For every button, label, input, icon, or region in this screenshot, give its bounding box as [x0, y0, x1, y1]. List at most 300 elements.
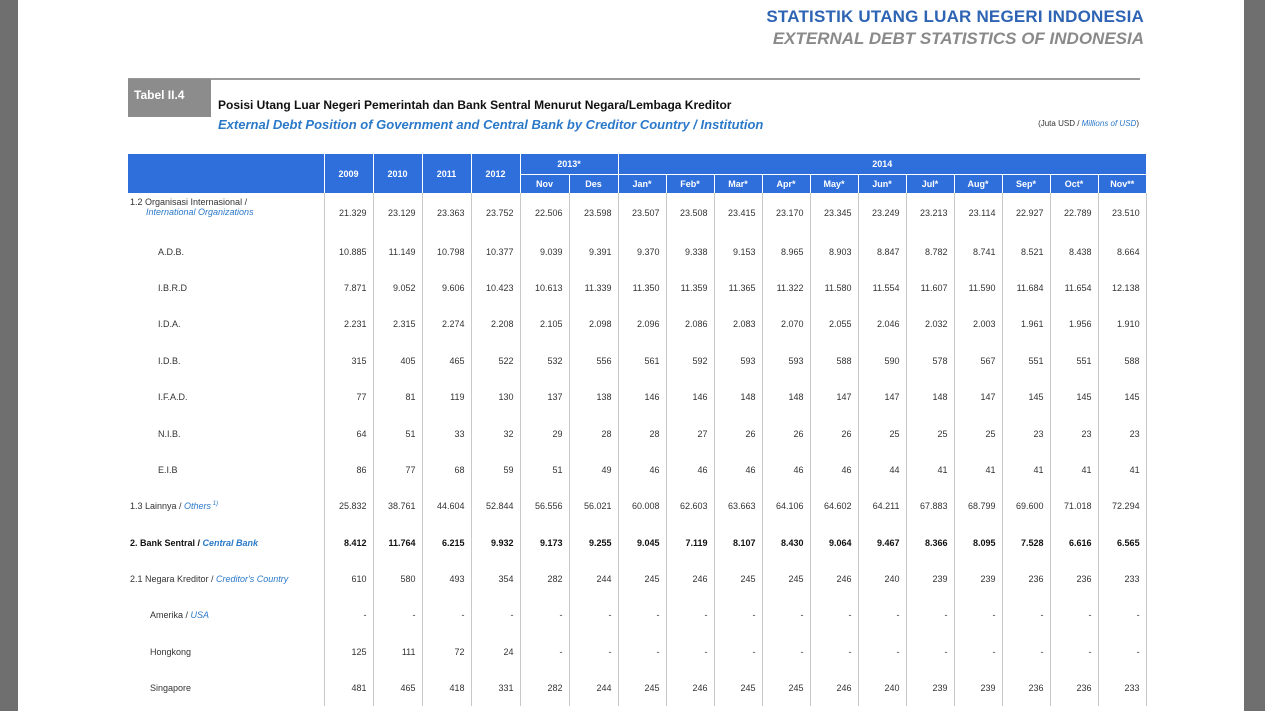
table-cell: - [520, 597, 569, 633]
table-cell: 77 [373, 452, 422, 488]
table-cell: 236 [1050, 561, 1098, 597]
table-body [128, 193, 1146, 706]
table-cell: 244 [569, 670, 618, 706]
table-cell: 11.684 [1002, 270, 1050, 306]
row-label-id: I.D.B. [158, 355, 181, 366]
table-cell: 23.415 [714, 193, 762, 233]
table-cell: 588 [810, 343, 858, 379]
table-cell: 7.871 [324, 270, 373, 306]
table-cell: 561 [618, 343, 666, 379]
header-month: May* [810, 175, 858, 194]
table-cell: 245 [714, 561, 762, 597]
table-cell: 11.590 [954, 270, 1002, 306]
table-row [128, 343, 1146, 379]
table-cell: 239 [906, 561, 954, 597]
table-cell: 239 [906, 670, 954, 706]
table-cell: 23.345 [810, 193, 858, 233]
table-cell: 23 [1098, 415, 1146, 451]
table-row [128, 233, 1146, 269]
table-cell: 236 [1050, 670, 1098, 706]
table-cell: 11.339 [569, 270, 618, 306]
row-label [128, 415, 324, 451]
table-cell: 8.782 [906, 233, 954, 269]
header-month: Aug* [954, 175, 1002, 194]
table-cell: 148 [762, 379, 810, 415]
header-month: Nov [520, 175, 569, 194]
table-cell: 28 [618, 415, 666, 451]
table-row [128, 193, 1146, 233]
table-cell: 56.021 [569, 488, 618, 524]
table-cell: 2.032 [906, 306, 954, 342]
table-cell: - [618, 597, 666, 633]
table-cell: - [906, 634, 954, 670]
table-cell: 11.365 [714, 270, 762, 306]
table-cell: 245 [762, 670, 810, 706]
table-row [128, 525, 1146, 561]
row-label-id: 2.1 Negara Kreditor / [130, 574, 217, 585]
table-cell: 556 [569, 343, 618, 379]
table-cell: 72 [422, 634, 471, 670]
table-cell: 25 [954, 415, 1002, 451]
table-cell: 11.554 [858, 270, 906, 306]
table-cell: 9.255 [569, 525, 618, 561]
table-cell: 532 [520, 343, 569, 379]
table-cell: 146 [666, 379, 714, 415]
header-month: Jun* [858, 175, 906, 194]
table-row [128, 634, 1146, 670]
header-month: Sep* [1002, 175, 1050, 194]
table-cell: 145 [1098, 379, 1146, 415]
table-cell: 405 [373, 343, 422, 379]
table-cell: 46 [762, 452, 810, 488]
table-title-id: Posisi Utang Luar Negeri Pemerintah dan Bank Sentral Menurut Negara/Lembaga Kreditor [218, 98, 732, 112]
table-cell: 9.052 [373, 270, 422, 306]
table-cell: 68.799 [954, 488, 1002, 524]
table-cell: 46 [810, 452, 858, 488]
table-cell: 41 [906, 452, 954, 488]
table-cell: 64 [324, 415, 373, 451]
table-cell: - [858, 634, 906, 670]
row-label-en: International Organizations [146, 207, 254, 217]
table-cell: 130 [471, 379, 520, 415]
table-cell: 8.965 [762, 233, 810, 269]
table-row [128, 488, 1146, 524]
table-cell: 240 [858, 561, 906, 597]
table-cell: - [618, 634, 666, 670]
table-cell: - [762, 634, 810, 670]
table-cell: 10.377 [471, 233, 520, 269]
table-cell: 147 [954, 379, 1002, 415]
row-label [128, 343, 324, 379]
row-label-id: I.F.A.D. [158, 392, 188, 403]
table-cell: 282 [520, 670, 569, 706]
table-cell: 24 [471, 634, 520, 670]
table-cell: 9.932 [471, 525, 520, 561]
table-cell: 246 [810, 670, 858, 706]
table-cell: 9.467 [858, 525, 906, 561]
table-cell: 245 [762, 561, 810, 597]
table-cell: 239 [954, 561, 1002, 597]
table-cell: 41 [1002, 452, 1050, 488]
row-label-id: N.I.B. [158, 428, 181, 439]
row-label-id: Amerika / [150, 610, 191, 621]
table-cell: 9.391 [569, 233, 618, 269]
table-cell: 41 [1098, 452, 1146, 488]
table-cell: 29 [520, 415, 569, 451]
table-cell: 41 [954, 452, 1002, 488]
table-cell: 418 [422, 670, 471, 706]
row-label-id: I.B.R.D [158, 282, 188, 293]
table-cell: 8.664 [1098, 233, 1146, 269]
publication-brand [766, 7, 1144, 49]
table-cell: 23.598 [569, 193, 618, 233]
table-row [128, 597, 1146, 633]
table-cell: - [810, 634, 858, 670]
table-cell: 23.213 [906, 193, 954, 233]
table-cell: 28 [569, 415, 618, 451]
table-title-en: External Debt Position of Government and Central Bank by Creditor Country / Institution [218, 117, 764, 132]
table-cell: 69.600 [1002, 488, 1050, 524]
table-cell: 22.927 [1002, 193, 1050, 233]
table-cell: 23.114 [954, 193, 1002, 233]
table-cell: 33 [422, 415, 471, 451]
row-label-en: Creditor's Country [216, 574, 289, 585]
table-cell: 119 [422, 379, 471, 415]
table-cell: 23 [1002, 415, 1050, 451]
table-cell: 6.616 [1050, 525, 1098, 561]
table-cell: 9.606 [422, 270, 471, 306]
table-cell: 1.956 [1050, 306, 1098, 342]
table-cell: 64.106 [762, 488, 810, 524]
row-label [128, 670, 324, 706]
table-cell: 2.086 [666, 306, 714, 342]
table-cell: 8.438 [1050, 233, 1098, 269]
table-cell: 2.208 [471, 306, 520, 342]
row-label-id: Hongkong [150, 646, 192, 657]
table-cell: 315 [324, 343, 373, 379]
table-cell: 26 [762, 415, 810, 451]
table-cell: 6.565 [1098, 525, 1146, 561]
table-cell: 567 [954, 343, 1002, 379]
header-year: 2012 [471, 154, 520, 193]
table-cell: - [858, 597, 906, 633]
table-cell: 49 [569, 452, 618, 488]
table-cell: 145 [1050, 379, 1098, 415]
header-month: Nov** [1098, 175, 1146, 194]
table-cell: 236 [1002, 670, 1050, 706]
table-cell: 62.603 [666, 488, 714, 524]
table-cell: 8.903 [810, 233, 858, 269]
table-cell: 2.070 [762, 306, 810, 342]
table-cell: 8.412 [324, 525, 373, 561]
table-cell: 26 [810, 415, 858, 451]
table-cell: 465 [373, 670, 422, 706]
table-cell: 64.211 [858, 488, 906, 524]
table-cell: - [1098, 634, 1146, 670]
table-cell: 22.789 [1050, 193, 1098, 233]
header-group-2014: 2014 [618, 154, 1146, 175]
table-cell: 21.329 [324, 193, 373, 233]
document-page [18, 0, 1244, 711]
table-cell: 8.107 [714, 525, 762, 561]
header-month: Apr* [762, 175, 810, 194]
table-cell: - [954, 634, 1002, 670]
table-cell: - [422, 597, 471, 633]
header-month: Jul* [906, 175, 954, 194]
table-cell: 493 [422, 561, 471, 597]
table-cell: - [569, 634, 618, 670]
table-cell: 32 [471, 415, 520, 451]
table-cell: 148 [906, 379, 954, 415]
table-cell: 25 [906, 415, 954, 451]
table-cell: 580 [373, 561, 422, 597]
table-cell: 64.602 [810, 488, 858, 524]
row-label [128, 379, 324, 415]
header-rule [128, 78, 1140, 80]
table-cell: 8.521 [1002, 233, 1050, 269]
table-cell: 11.322 [762, 270, 810, 306]
table-cell: 63.663 [714, 488, 762, 524]
row-label [128, 488, 324, 524]
table-cell: 10.423 [471, 270, 520, 306]
table-row [128, 670, 1146, 706]
table-cell: - [810, 597, 858, 633]
table-cell: 2.046 [858, 306, 906, 342]
row-label [128, 452, 324, 488]
table-cell: 26 [714, 415, 762, 451]
table-cell: 23.510 [1098, 193, 1146, 233]
table-cell: 9.045 [618, 525, 666, 561]
table-cell: - [520, 634, 569, 670]
table-cell: 22.506 [520, 193, 569, 233]
header-year: 2009 [324, 154, 373, 193]
header-month: Feb* [666, 175, 714, 194]
table-cell: 7.119 [666, 525, 714, 561]
table-cell: 240 [858, 670, 906, 706]
table-cell: 9.039 [520, 233, 569, 269]
table-cell: 331 [471, 670, 520, 706]
table-cell: 2.098 [569, 306, 618, 342]
table-cell: 44.604 [422, 488, 471, 524]
header-month: Jan* [618, 175, 666, 194]
table-cell: 522 [471, 343, 520, 379]
table-cell: 465 [422, 343, 471, 379]
table-cell: 23.170 [762, 193, 810, 233]
row-label-id: 2. Bank Sentral / [130, 537, 203, 548]
row-label [128, 597, 324, 633]
header-label-cell [128, 154, 324, 193]
table-cell: 10.885 [324, 233, 373, 269]
table-cell: 8.366 [906, 525, 954, 561]
debt-table [128, 154, 1147, 706]
table-cell: 578 [906, 343, 954, 379]
table-cell: 147 [858, 379, 906, 415]
brand-title-en: EXTERNAL DEBT STATISTICS OF INDONESIA [772, 29, 1144, 48]
table-cell: 23.508 [666, 193, 714, 233]
table-cell: - [666, 597, 714, 633]
table-cell: 592 [666, 343, 714, 379]
table-cell: 11.350 [618, 270, 666, 306]
table-cell: 23 [1050, 415, 1098, 451]
table-cell: 233 [1098, 670, 1146, 706]
table-cell: 137 [520, 379, 569, 415]
table-cell: 593 [714, 343, 762, 379]
row-label [128, 306, 324, 342]
table-cell: 111 [373, 634, 422, 670]
table-cell: 11.654 [1050, 270, 1098, 306]
table-cell: 590 [858, 343, 906, 379]
table-cell: 2.083 [714, 306, 762, 342]
table-cell: - [1050, 597, 1098, 633]
table-cell: 1.910 [1098, 306, 1146, 342]
table-cell: 146 [618, 379, 666, 415]
table-cell: - [1098, 597, 1146, 633]
table-cell: 551 [1050, 343, 1098, 379]
row-label [128, 270, 324, 306]
table-cell: 86 [324, 452, 373, 488]
table-cell: 25.832 [324, 488, 373, 524]
table-cell: 52.844 [471, 488, 520, 524]
table-cell: 23.507 [618, 193, 666, 233]
table-cell: 10.798 [422, 233, 471, 269]
row-label [128, 193, 324, 233]
table-cell: 233 [1098, 561, 1146, 597]
table-cell: 23.129 [373, 193, 422, 233]
table-cell: 246 [810, 561, 858, 597]
table-cell: 10.613 [520, 270, 569, 306]
table-cell: 2.055 [810, 306, 858, 342]
table-cell: 11.607 [906, 270, 954, 306]
row-label-en: Central Bank [202, 537, 259, 548]
table-row [128, 379, 1146, 415]
table-cell: - [906, 597, 954, 633]
table-cell: 236 [1002, 561, 1050, 597]
table-cell: 23.249 [858, 193, 906, 233]
table-cell: 68 [422, 452, 471, 488]
table-cell: 610 [324, 561, 373, 597]
header-group-2013: 2013* [520, 154, 618, 175]
table-cell: 8.430 [762, 525, 810, 561]
unit-en: Millions of USD [1081, 119, 1137, 128]
row-footnote-mark: 1) [211, 501, 219, 508]
row-label [128, 561, 324, 597]
table-cell: - [954, 597, 1002, 633]
table-cell: 245 [714, 670, 762, 706]
header-year: 2011 [422, 154, 471, 193]
table-cell: 145 [1002, 379, 1050, 415]
row-label [128, 634, 324, 670]
table-row [128, 415, 1146, 451]
table-cell: 46 [618, 452, 666, 488]
table-cell: 2.274 [422, 306, 471, 342]
table-cell: 6.215 [422, 525, 471, 561]
table-cell: 2.096 [618, 306, 666, 342]
table-cell: 588 [1098, 343, 1146, 379]
table-cell: - [373, 597, 422, 633]
row-label-id: Singapore [150, 683, 192, 694]
row-label [128, 233, 324, 269]
table-cell: 244 [569, 561, 618, 597]
row-label-en: USA [190, 610, 210, 621]
table-cell: 551 [1002, 343, 1050, 379]
unit-id: Juta USD / [1040, 119, 1082, 128]
table-cell: - [714, 634, 762, 670]
table-cell: 147 [810, 379, 858, 415]
table-cell: 245 [618, 670, 666, 706]
table-row [128, 561, 1146, 597]
table-cell: 71.018 [1050, 488, 1098, 524]
table-cell: 11.149 [373, 233, 422, 269]
table-cell: 56.556 [520, 488, 569, 524]
table-cell: 51 [373, 415, 422, 451]
table-cell: 27 [666, 415, 714, 451]
table-cell: - [1002, 597, 1050, 633]
row-label-en: Others [184, 501, 212, 512]
table-cell: 282 [520, 561, 569, 597]
table-cell: 148 [714, 379, 762, 415]
table-cell: 9.064 [810, 525, 858, 561]
table-cell: 9.173 [520, 525, 569, 561]
row-label-id: 1.3 Lainnya / [130, 501, 185, 512]
table-row [128, 452, 1146, 488]
table-cell: 44 [858, 452, 906, 488]
brand-title-id: STATISTIK UTANG LUAR NEGERI INDONESIA [766, 7, 1144, 26]
table-cell: 8.095 [954, 525, 1002, 561]
unit-note: (Juta USD / Millions of USD) [1038, 119, 1139, 128]
table-cell: 11.764 [373, 525, 422, 561]
table-cell: - [324, 597, 373, 633]
table-row [128, 270, 1146, 306]
table-cell: - [471, 597, 520, 633]
table-cell: 246 [666, 670, 714, 706]
table-cell: - [762, 597, 810, 633]
table-cell: 2.003 [954, 306, 1002, 342]
table-cell: 23.363 [422, 193, 471, 233]
row-label-id: I.D.A. [158, 319, 181, 330]
header-month: Mar* [714, 175, 762, 194]
table-cell: 11.359 [666, 270, 714, 306]
table-cell: 60.008 [618, 488, 666, 524]
header-month: Oct* [1050, 175, 1098, 194]
table-row [128, 306, 1146, 342]
table-cell: 11.580 [810, 270, 858, 306]
table-cell: 41 [1050, 452, 1098, 488]
table-cell: 81 [373, 379, 422, 415]
table-cell: 38.761 [373, 488, 422, 524]
table-cell: 1.961 [1002, 306, 1050, 342]
row-label [128, 525, 324, 561]
table-cell: 481 [324, 670, 373, 706]
table-cell: 59 [471, 452, 520, 488]
table-number-tag: Tabel II.4 [128, 79, 211, 117]
table-cell: 138 [569, 379, 618, 415]
row-label-id: E.I.B [158, 464, 178, 475]
header-year: 2010 [373, 154, 422, 193]
table-cell: 7.528 [1002, 525, 1050, 561]
table-cell: - [1002, 634, 1050, 670]
table-cell: - [569, 597, 618, 633]
table-cell: 8.741 [954, 233, 1002, 269]
table-cell: 51 [520, 452, 569, 488]
table-cell: 67.883 [906, 488, 954, 524]
table-cell: 239 [954, 670, 1002, 706]
table-cell: 9.338 [666, 233, 714, 269]
table-cell: 354 [471, 561, 520, 597]
table-cell: 46 [714, 452, 762, 488]
table-cell: - [666, 634, 714, 670]
table-cell: 9.153 [714, 233, 762, 269]
row-label-id: 1.2 Organisasi Internasional / [130, 197, 248, 207]
